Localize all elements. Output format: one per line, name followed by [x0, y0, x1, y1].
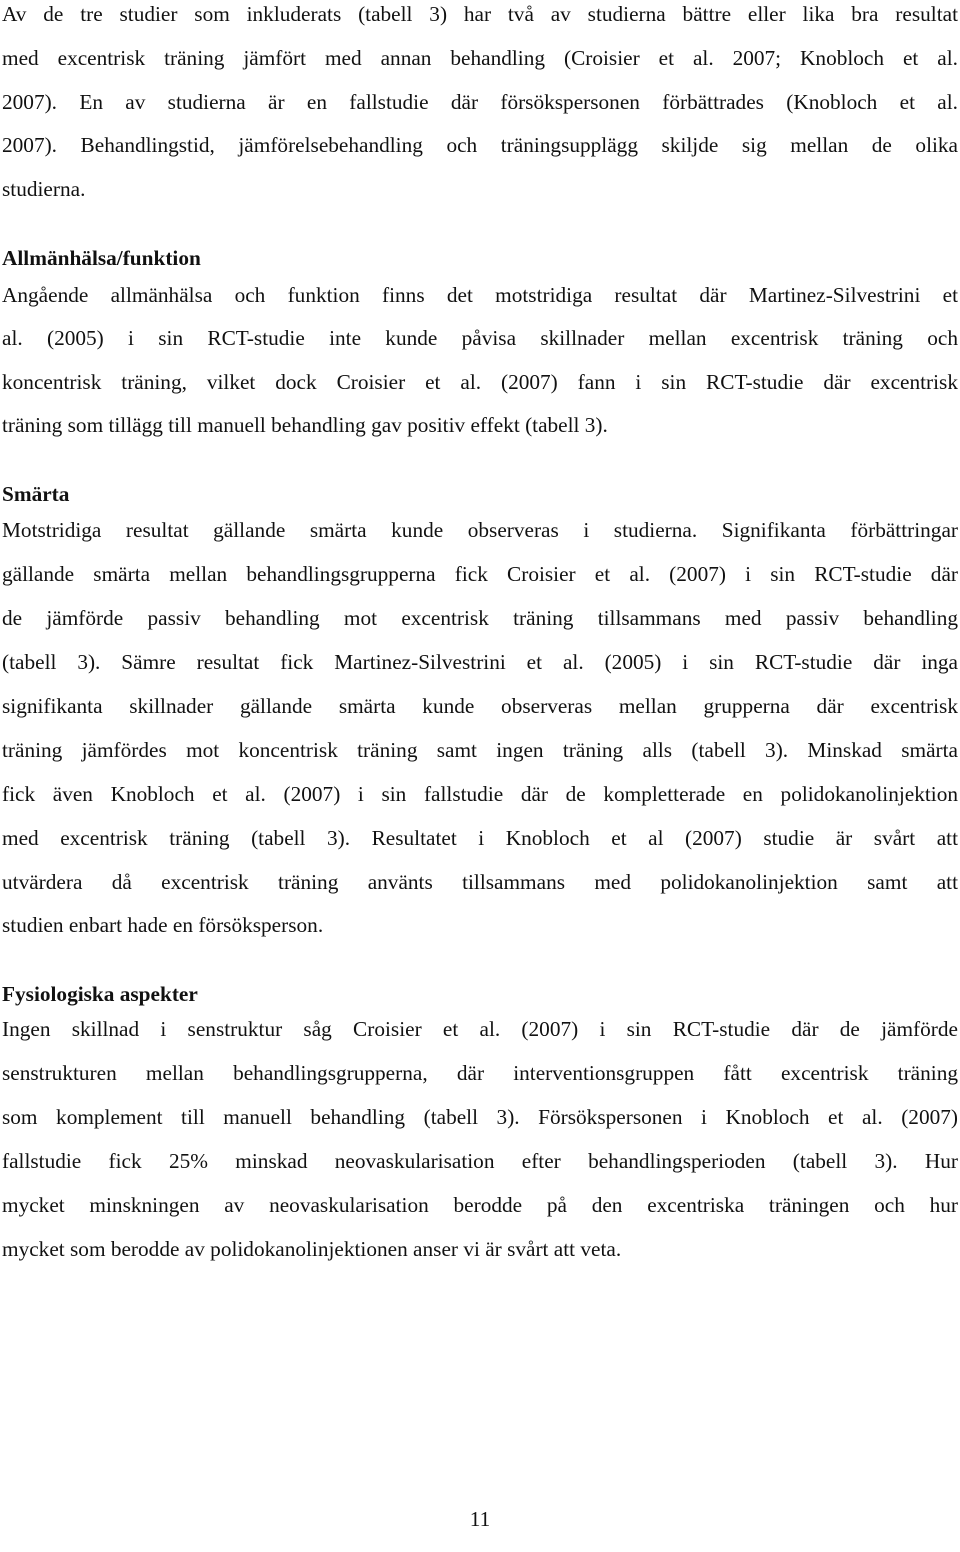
paragraph-line: med excentrisk träning jämfört med annan behandling (Croisier et al. 2007; Knobloch et al. — [2, 46, 958, 70]
paragraph-line: mycket minskningen av neovaskularisation berodde på den excentriska träningen och hur — [2, 1193, 958, 1217]
paragraph-line: studierna. — [2, 177, 86, 201]
paragraph-line: träning jämfördes mot koncentrisk träning samt ingen träning alls (tabell 3). Minskad smärta — [2, 738, 958, 762]
paragraph-line: (tabell 3). Sämre resultat fick Martinez-Silvestrini et al. (2005) i sin RCT-studie där inga — [2, 650, 958, 674]
paragraph-line: mycket som berodde av polidokanolinjektionen anser vi är svårt att veta. — [2, 1237, 622, 1261]
paragraph-line: studien enbart hade en försöksperson. — [2, 913, 324, 937]
paragraph-line: gällande smärta mellan behandlingsgrupperna fick Croisier et al. (2007) i sin RCT-studie där — [2, 562, 958, 586]
paragraph-line: som komplement till manuell behandling (tabell 3). Försökspersonen i Knobloch et al. (2007) — [2, 1105, 958, 1129]
paragraph-line: Angående allmänhälsa och funktion finns det motstridiga resultat där Martinez-Silvestrini et — [2, 283, 958, 307]
paragraph-line: Ingen skillnad i senstruktur såg Croisier et al. (2007) i sin RCT-studie där de jämförde — [2, 1017, 958, 1041]
section-heading: Smärta — [2, 482, 70, 506]
page-number: 11 — [469, 1507, 491, 1531]
paragraph-line: med excentrisk träning (tabell 3). Resultatet i Knobloch et al (2007) studie är svårt att — [2, 826, 958, 850]
paragraph-line: fallstudie fick 25% minskad neovaskularisation efter behandlingsperioden (tabell 3). Hur — [2, 1149, 958, 1173]
paragraph-line: utvärdera då excentrisk träning använts tillsammans med polidokanolinjektion samt att — [2, 870, 958, 894]
paragraph-line: de jämförde passiv behandling mot excentrisk träning tillsammans med passiv behandling — [2, 606, 958, 630]
paragraph-line: senstrukturen mellan behandlingsgrupperna, där interventionsgruppen fått excentrisk träning — [2, 1061, 958, 1085]
paragraph-line: al. (2005) i sin RCT-studie inte kunde påvisa skillnader mellan excentrisk träning och — [2, 326, 958, 350]
section-heading: Fysiologiska aspekter — [2, 982, 198, 1006]
paragraph-line: 2007). En av studierna är en fallstudie där försökspersonen förbättrades (Knobloch et al. — [2, 90, 958, 114]
paragraph-line: Av de tre studier som inkluderats (tabell 3) har två av studierna bättre eller lika bra resultat — [2, 2, 958, 26]
paragraph-line: koncentrisk träning, vilket dock Croisier et al. (2007) fann i sin RCT-studie där excentrisk — [2, 370, 958, 394]
section-heading: Allmänhälsa/funktion — [2, 246, 201, 270]
paragraph-line: träning som tillägg till manuell behandling gav positiv effekt (tabell 3). — [2, 413, 608, 437]
paragraph-line: fick även Knobloch et al. (2007) i sin fallstudie där de kompletterade en polidokanolinjektion — [2, 782, 958, 806]
paragraph-line: 2007). Behandlingstid, jämförelsebehandling och träningsupplägg skiljde sig mellan de olika — [2, 133, 958, 157]
paragraph-line: signifikanta skillnader gällande smärta kunde observeras mellan grupperna där excentrisk — [2, 694, 958, 718]
paragraph-line: Motstridiga resultat gällande smärta kunde observeras i studierna. Signifikanta förbättringar — [2, 518, 958, 542]
